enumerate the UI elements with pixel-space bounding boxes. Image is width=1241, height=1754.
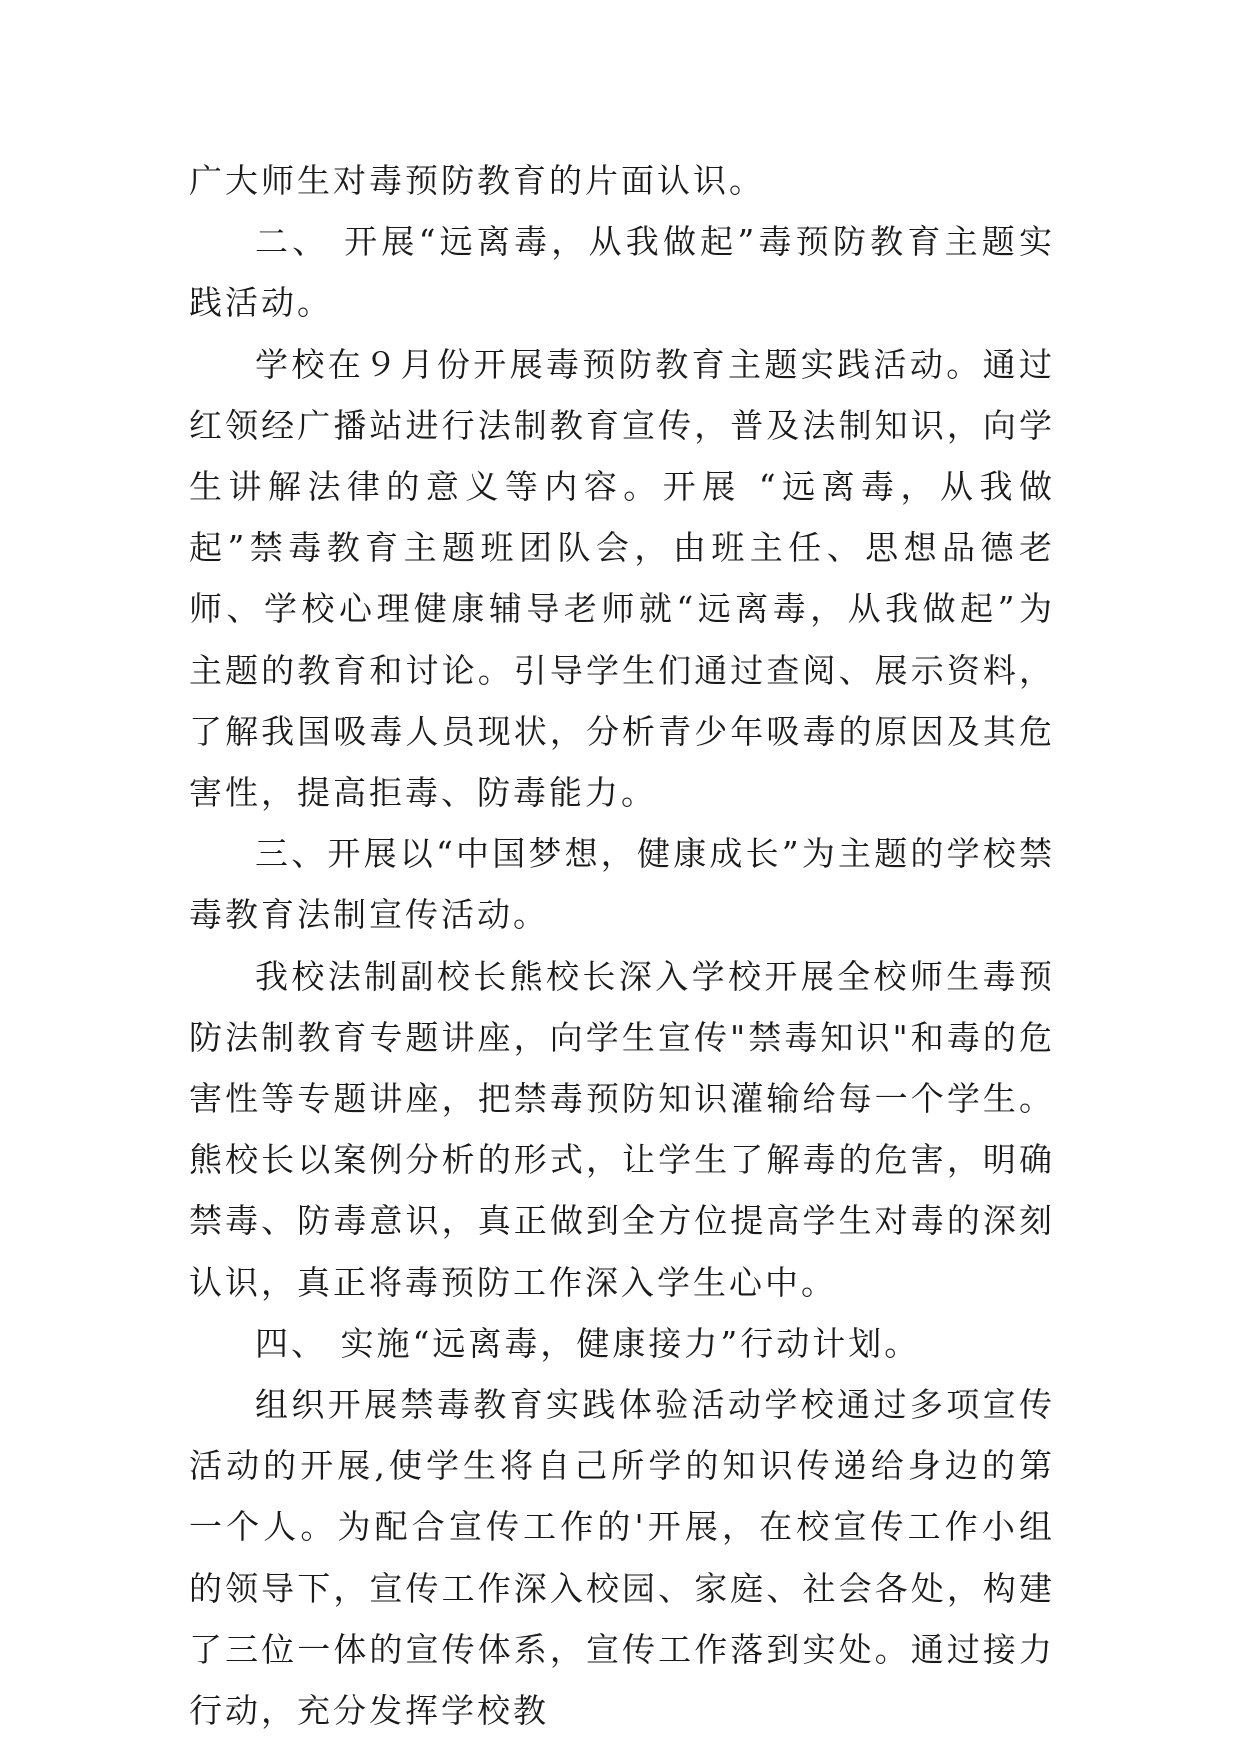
section-heading-3: 三、开展以“中国梦想，健康成长”为主题的学校禁毒教育法制宣传活动。 — [189, 834, 1055, 935]
section-heading-4: 四、 实施“远离毒，健康接力”行动计划。 — [255, 1323, 921, 1363]
paragraph-section-2: 学校在９月份开展毒预防教育主题实践活动。通过红领经广播站进行法制教育宣传，普及法制知识，向学生讲解法律的意义等内容。开展 “远离毒，从我做起”禁毒教育主题班团队会，由班主任、思想品德老师、学校心理健康辅导老师就“远离毒，从我做起”为主题的教育和讨论。引导学生们通过查阅、展示资料，了解我国吸毒人员现状，分析青少年吸毒的原因及其危害性，提高拒毒、防毒能力。 — [189, 344, 1055, 813]
paragraph-section-3: 我校法制副校长熊校长深入学校开展全校师生毒预防法制教育专题讲座，向学生宣传"禁毒知识"和毒的危害性等专题讲座，把禁毒预防知识灌输给每一个学生。熊校长以案例分析的形式，让学生了解毒的危害，明确禁毒、防毒意识，真正做到全方位提高学生对毒的深刻认识，真正将毒预防工作深入学生心中。 — [189, 956, 1055, 1302]
document-body — [189, 150, 1055, 1741]
paragraph-section-4: 组织开展禁毒教育实践体验活动学校通过多项宣传活动的开展,使学生将自己所学的知识传递给身边的第一个人。为配合宣传工作的'开展，在校宣传工作小组的领导下，宣传工作深入校园、家庭、社会各处，构建了三位一体的宣传体系，宣传工作落到实处。通过接力行动，充分发挥学校教 — [189, 1385, 1055, 1731]
paragraph-continuation: 广大师生对毒预防教育的片面认识。 — [189, 161, 765, 200]
section-heading-2: 二、 开展“远离毒，从我做起”毒预防教育主题实践活动。 — [189, 222, 1055, 323]
